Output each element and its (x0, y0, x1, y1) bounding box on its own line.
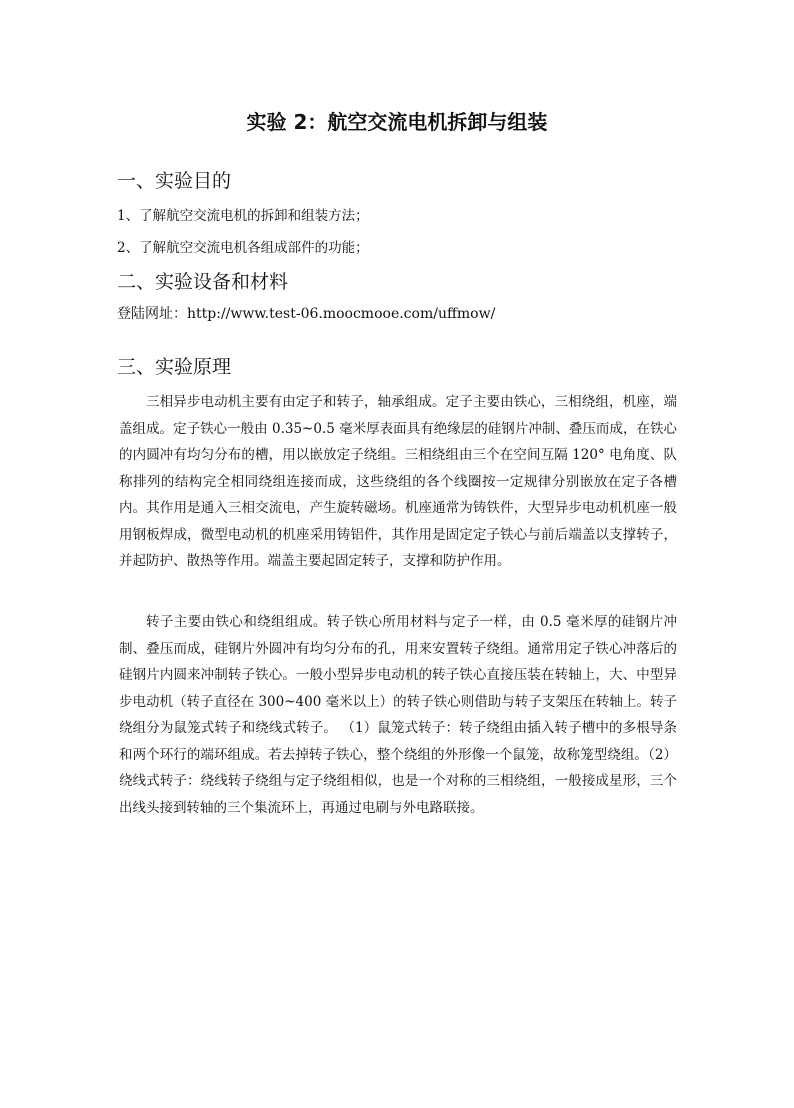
login-url-line: 登陆网址：http://www.test-06.moocmooe.com/uffmow/ (117, 306, 496, 322)
objective-item-2: 2、了解航空交流电机各组成部件的功能； (117, 240, 369, 256)
section-heading-equipment: 二、实验设备和材料 (117, 271, 289, 293)
principle-paragraph-rotor: 转子主要由铁心和绕组组成。转子铁心所用材料与定子一样，由 0.5 毫米厚的硅钢片冲制、叠压而成，硅钢片外圆冲有均匀分布的孔，用来安置转子绕组。通常用定子铁心冲落后的硅钢片内圆来冲制转子铁心。一般小型异步电动机的转子铁心直接压装在转轴上，大、中型异步电动机（转子直径在 300~400 毫米以上）的转子铁心则借助与转子支架压在转轴上。转子绕组分为鼠笼式转子和绕线式转子。 （1）鼠笼式转子：转子绕组由插入转子槽中的多根导条和两个环行的端环组成。若去掉转子铁心，整个绕组的外形像一个鼠笼，故称笼型绕组。（2）绕线式转子：绕线转子绕组与定子绕组相似，也是一个对称的三相绕组，一般接成星形，三个出线头接到转轴的三个集流环上，再通过电刷与外电路联接。 (119, 614, 677, 816)
section-heading-principle: 三、实验原理 (117, 356, 232, 378)
objective-item-1: 1、了解航空交流电机的拆卸和组装方法； (117, 208, 369, 224)
document-title: 实验 2：航空交流电机拆卸与组装 (246, 110, 548, 134)
section-heading-objectives: 一、实验目的 (117, 170, 232, 192)
principle-paragraph-stator: 三相异步电动机主要有由定子和转子，轴承组成。定子主要由铁心，三相绕组，机座，端盖组成。定子铁心一般由 0.35~0.5 毫米厚表面具有绝缘层的硅钢片冲制、叠压而成，在铁心的内圆冲有均匀分布的槽，用以嵌放定子绕组。三相绕组由三个在空间互隔 120° 电角度、队称排列的结构完全相同绕组连接而成，这些绕组的各个线圈按一定规律分别嵌放在定子各槽内。其作用是通入三相交流电，产生旋转磁场。机座通常为铸铁件，大型异步电动机机座一般用钢板焊成，微型电动机的机座采用铸铝件，其作用是固定定子铁心与前后端盖以支撑转子，并起防护、散热等作用。端盖主要起固定转子，支撑和防护作用。 (119, 394, 677, 569)
